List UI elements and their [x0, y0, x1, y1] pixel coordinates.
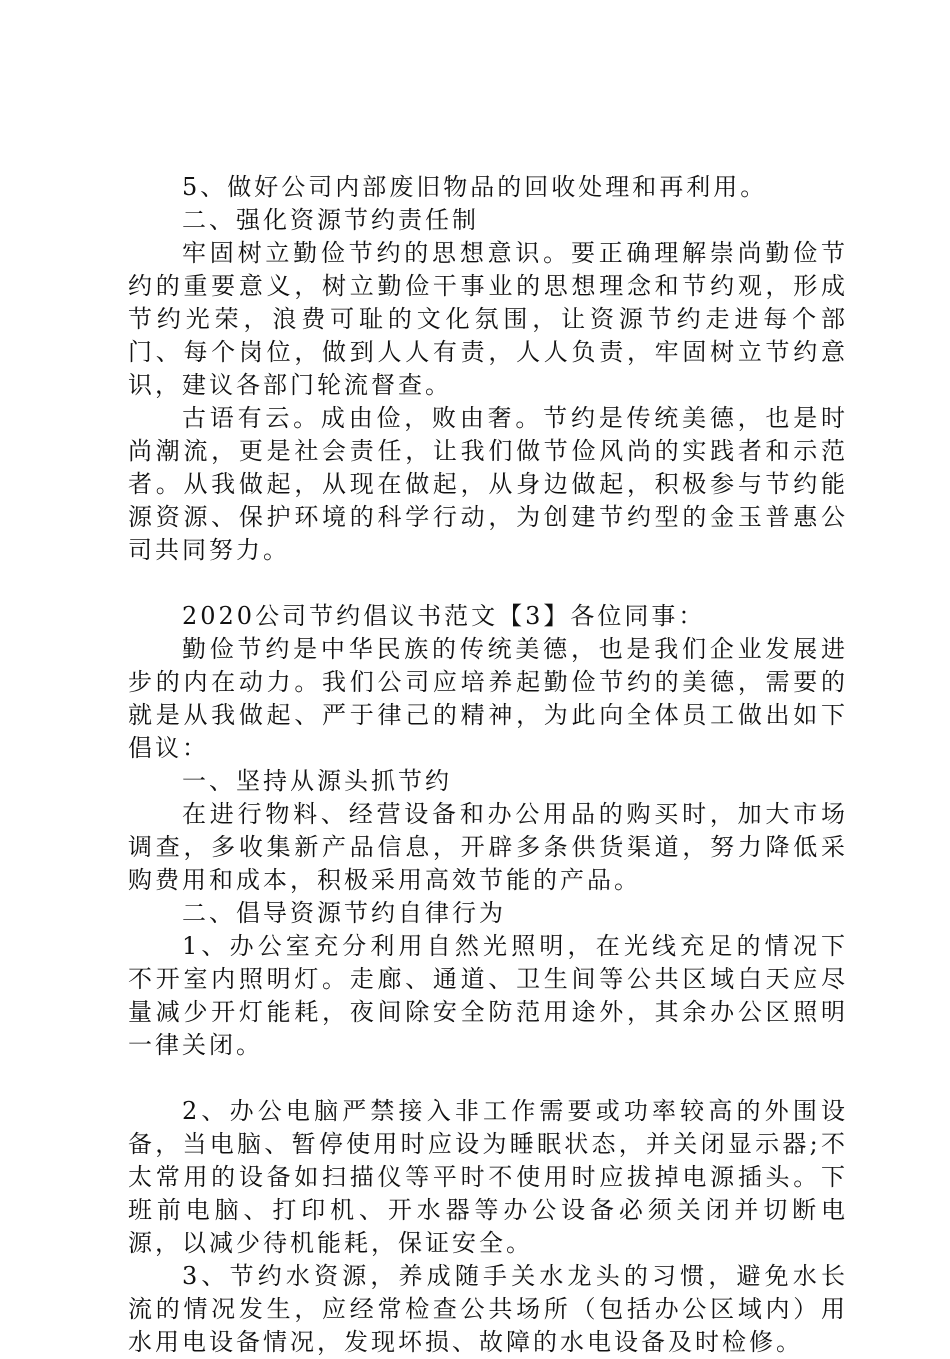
- paragraph-proverb: 古语有云。成由俭，败由奢。节约是传统美德，也是时尚潮流，更是社会责任，让我们做节俭风尚的实践者和示范者。从我做起，从现在做起，从身边做起，积极参与节约能源资源、保护环境的科学行动，为创建节约型的金玉普惠公司共同努力。: [128, 404, 848, 564]
- paragraph-intro: 勤俭节约是中华民族的传统美德，也是我们企业发展进步的内在动力。我们公司应培养起勤俭节约的美德，需要的就是从我做起、严于律己的精神，为此向全体员工做出如下倡议：: [128, 635, 848, 762]
- paragraph-gap: [128, 567, 848, 600]
- paragraph-responsibility: 牢固树立勤俭节约的思想意识。要正确理解崇尚勤俭节约的重要意义，树立勤俭干事业的思想理念和节约观，形成节约光荣，浪费可耻的文化氛围，让资源节约走进每个部门、每个岗位，做到人人有责，人人负责，牢固树立节约意识，建议各部门轮流督查。: [128, 239, 848, 399]
- paragraph-procurement: 在进行物料、经营设备和办公用品的购买时，加大市场调查，多收集新产品信息，开辟多条供货渠道，努力降低采购费用和成本，积极采用高效节能的产品。: [128, 800, 848, 894]
- section-heading-2b: 二、倡导资源节约自律行为: [182, 899, 506, 927]
- paragraph-item-3: 3、节约水资源，养成随手关水龙头的习惯，避免水长流的情况发生，应经常检查公共场所（包括办公区域内）用水用电设备情况，发现坏损、故障的水电设备及时检修。: [128, 1262, 848, 1356]
- section-heading-1: 一、坚持从源头抓节约: [182, 767, 452, 795]
- document-section-title: 2020公司节约倡议书范文【3】各位同事：: [182, 602, 706, 630]
- document-body: [128, 171, 848, 1359]
- paragraph-gap: [128, 1062, 848, 1095]
- section-heading-2: 二、强化资源节约责任制: [182, 206, 479, 234]
- paragraph-item-5: 5、做好公司内部废旧物品的回收处理和再利用。: [182, 173, 768, 201]
- paragraph-item-2: 2、办公电脑严禁接入非工作需要或功率较高的外围设备，当电脑、暂停使用时应设为睡眠状态，并关闭显示器;不太常用的设备如扫描仪等平时不使用时应拔掉电源插头。下班前电脑、打印机、开水器等办公设备必须关闭并切断电源，以减少待机能耗，保证安全。: [128, 1097, 848, 1257]
- paragraph-item-1: 1、办公室充分利用自然光照明，在光线充足的情况下不开室内照明灯。走廊、通道、卫生间等公共区域白天应尽量减少开灯能耗，夜间除安全防范用途外，其余办公区照明一律关闭。: [128, 932, 848, 1059]
